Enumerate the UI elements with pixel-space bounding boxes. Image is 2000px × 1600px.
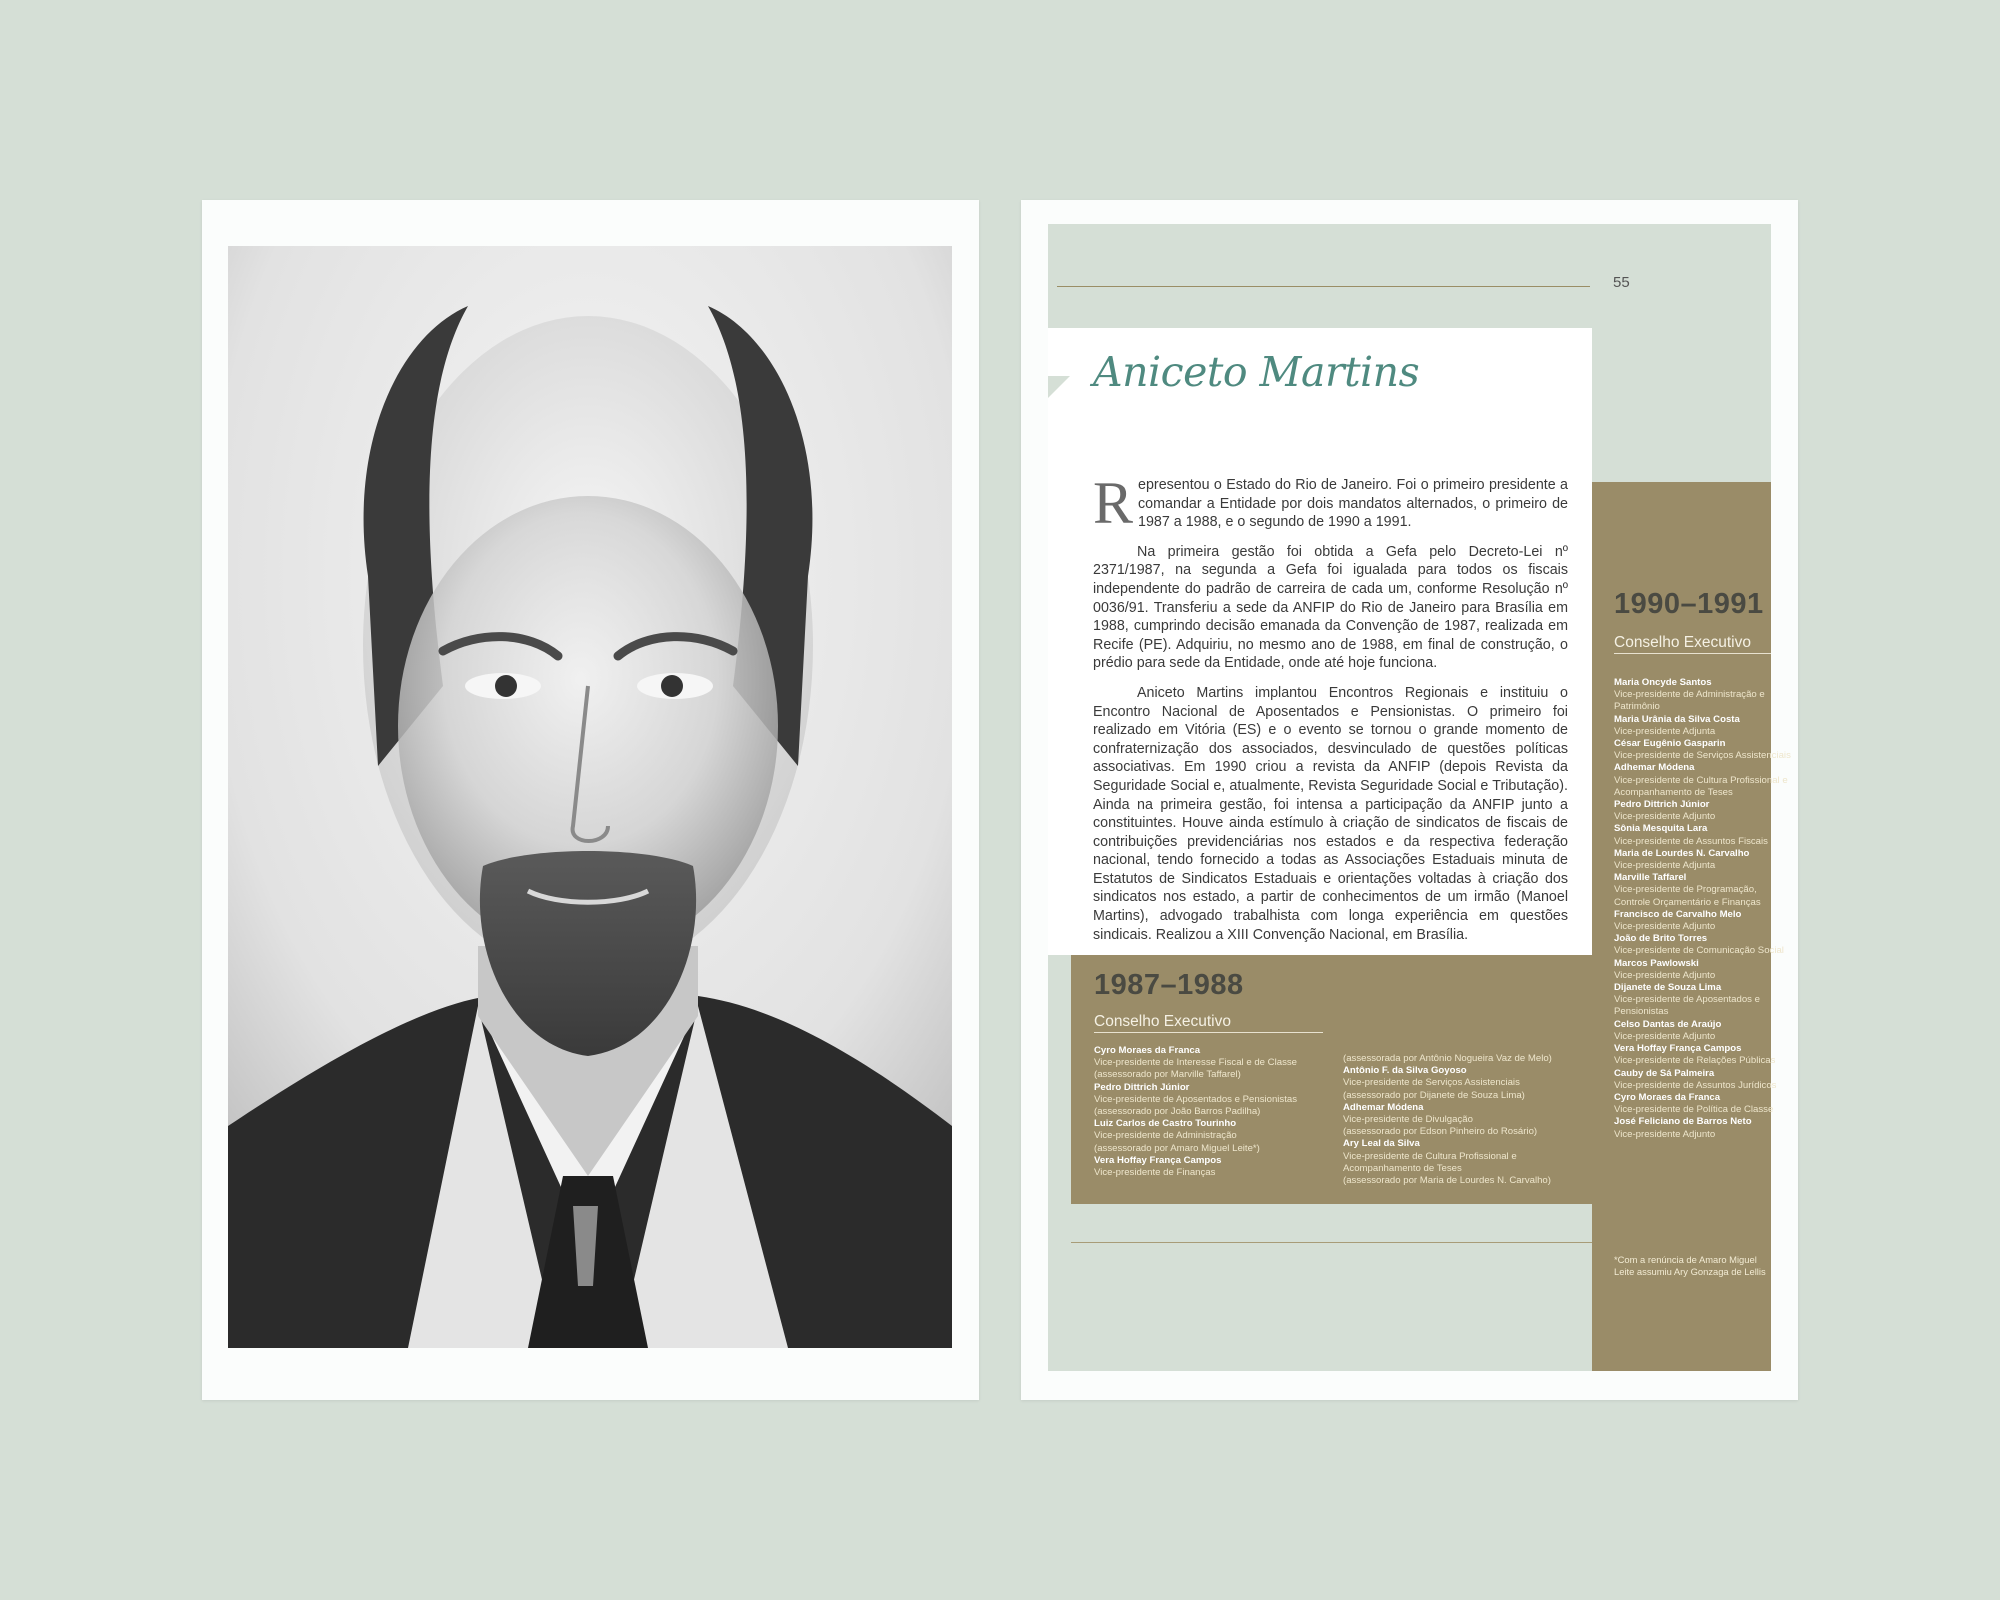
term-1987-box [1071, 955, 1592, 1204]
paragraph-1-text: epresentou o Estado do Rio de Janeiro. Foi o primeiro presidente a comandar a Entidade por dois mandatos alternados, o primeiro de 1987 a 1988, e o segundo de 1990 a 1991. [1138, 477, 1568, 531]
member-role: (assessorado por Amaro Miguel Leite*) [1094, 1142, 1260, 1154]
corner-notch-top [1048, 376, 1070, 398]
member-role: Vice-presidente de Assuntos Jurídicos [1614, 1079, 1777, 1091]
member-role: Vice-presidente de Finanças [1094, 1167, 1216, 1179]
member-name: Adhemar Módena [1343, 1101, 1424, 1113]
member-role: Vice-presidente de Administração [1094, 1130, 1237, 1142]
member-role: Vice-presidente de Cultura Profissional e [1343, 1150, 1517, 1162]
term-1990-members [1614, 677, 1791, 1141]
term-1987-members-col1 [1094, 1045, 1334, 1179]
member-role: Vice-presidente Adjunto [1614, 1128, 1716, 1140]
member-role: Pensionistas [1614, 1006, 1669, 1018]
portrait-illustration [228, 246, 952, 1348]
member-role: (assessorado por Dijanete de Souza Lima) [1343, 1089, 1525, 1101]
member-role: Acompanhamento de Teses [1343, 1162, 1462, 1174]
drop-cap: R [1093, 470, 1134, 536]
term-1987-year: 1987–1988 [1094, 969, 1244, 1001]
member-name: Marcos Pawlowski [1614, 957, 1699, 969]
member-name: César Eugênio Gasparin [1614, 738, 1726, 750]
member-role: Vice-presidente de Aposentados e [1614, 994, 1760, 1006]
article-paragraph-1 [1093, 470, 1568, 536]
page-content-panel [1048, 224, 1791, 1371]
term-1990-heading: Conselho Executivo [1614, 634, 1771, 654]
member-name: Cyro Moraes da Franca [1094, 1045, 1201, 1056]
member-name: Pedro Dittrich Júnior [1614, 799, 1710, 811]
member-role: Vice-presidente de Cultura Profissional e [1614, 774, 1788, 786]
member-role: Controle Orçamentário e Finanças [1614, 896, 1761, 908]
footnote: *Com a renúncia de Amaro Miguel Leite assumiu Ary Gonzaga de Lellis [1614, 1254, 1766, 1277]
portrait-drawing [228, 246, 952, 1348]
member-role: Vice-presidente de Serviços Assistenciais [1614, 750, 1791, 762]
member-role: Vice-presidente de Programação, [1614, 884, 1757, 896]
member-role: Vice-presidente Adjunto [1614, 1030, 1716, 1042]
article-box [1048, 328, 1592, 955]
member-role: Vice-presidente de Serviços Assistenciais [1343, 1077, 1520, 1089]
member-role: Vice-presidente de Administração e [1614, 689, 1765, 701]
member-name: Antônio F. da Silva Goyoso [1343, 1065, 1467, 1077]
member-name: Cauby de Sá Palmeira [1614, 1067, 1715, 1079]
member-name: Cyro Moraes da Franca [1614, 1091, 1721, 1103]
term-1987-heading: Conselho Executivo [1094, 1013, 1323, 1033]
member-role: Vice-presidente de Comunicação Social [1614, 945, 1784, 957]
article-paragraph-3: Aniceto Martins implantou Encontros Regionais e instituiu o Encontro Nacional de Aposentados e Pensionistas. O primeiro foi realizado em Vitória (ES) e o evento se tornou o grande momento de confraternização dos associados, desvinculado de questões políticas associativas. Em 1990 criou a revista da ANFIP (depois Revista da Seguridade Social e, atualmente, Revista Seguridade Social e Tributação). Ainda na primeira gestão, foi intensa a participação da ANFIP junto a constituintes. Houve ainda estímulo à criação de sindicatos de fiscais de contribuições previdenciárias nos estados e da respectiva federação nacional, tendo fornecido a todas as Associações Estaduais minuta de Estatutos de Sindicatos Estaduais e orientações voltadas à criação dos sindicatos nos estado, a partir de conhecimentos de um irmão (Manoel Martins), advogado trabalhista com longa experiência em questões sindicais. Realizou a XIII Convenção Nacional, em Brasília. [1093, 684, 1568, 943]
member-name: Vera Hoffay França Campos [1094, 1154, 1222, 1166]
member-role: Vice-presidente de Relações Públicas [1614, 1055, 1776, 1067]
member-role: Vice-presidente Adjunta [1614, 860, 1716, 872]
page-number: 55 [1613, 274, 1630, 291]
article-paragraph-2: Na primeira gestão foi obtida a Gefa pelo Decreto-Lei nº 2371/1987, na segunda a Gefa foi igualada para todos os fiscais independente do padrão de carreira de cada um, conforme Resolução nº 0036/91. Transferiu a sede da ANFIP do Rio de Janeiro para Brasília em 1988, cumprindo decisão emanada da Convenção de 1987, realizada em Recife (PE). Adquiriu, no mesmo ano de 1988, em final de construção, o prédio para sede da Entidade, onde até hoje funciona. [1093, 543, 1568, 672]
member-role: Vice-presidente Adjunto [1614, 811, 1716, 823]
member-name: Maria Oncyde Santos [1614, 677, 1712, 688]
member-role: (assessorada por Antônio Nogueira Vaz de Melo) [1343, 1053, 1552, 1064]
member-role: Vice-presidente de Assuntos Fiscais [1614, 835, 1768, 847]
member-role: (assessorado por Maria de Lourdes N. Carvalho) [1343, 1175, 1551, 1187]
member-name: Maria Urânia da Silva Costa [1614, 713, 1740, 725]
article-body [1093, 470, 1568, 955]
member-name: José Feliciano de Barros Neto [1614, 1116, 1752, 1128]
member-name: Sônia Mesquita Lara [1614, 823, 1708, 835]
member-role: Vice-presidente Adjunto [1614, 921, 1716, 933]
footer-rule [1071, 1242, 1592, 1243]
member-role: (assessorado por Marville Taffarel) [1094, 1069, 1241, 1081]
member-name: Maria de Lourdes N. Carvalho [1614, 847, 1750, 859]
member-name: Dijanete de Souza Lima [1614, 982, 1722, 994]
header-rule [1057, 286, 1590, 287]
member-name: Marville Taffarel [1614, 872, 1687, 884]
person-name-title: Aniceto Martins [1093, 348, 1420, 396]
member-name: Vera Hoffay França Campos [1614, 1043, 1742, 1055]
right-page [1021, 200, 1798, 1400]
term-1987-members-col2 [1343, 1053, 1583, 1187]
member-role: Vice-presidente Adjunto [1614, 969, 1716, 981]
member-name: Luiz Carlos de Castro Tourinho [1094, 1118, 1237, 1130]
member-role: Vice-presidente de Interesse Fiscal e de Classe [1094, 1057, 1297, 1069]
member-role: Vice-presidente de Política de Classe [1614, 1104, 1774, 1116]
member-role: Patrimônio [1614, 701, 1660, 713]
term-1990-year: 1990–1991 [1614, 588, 1764, 620]
member-role: (assessorado por Edson Pinheiro do Rosário) [1343, 1126, 1538, 1138]
member-name: Francisco de Carvalho Melo [1614, 908, 1742, 920]
member-name: João de Brito Torres [1614, 933, 1708, 945]
member-name: Adhemar Módena [1614, 762, 1695, 774]
member-name: Celso Dantas de Araújo [1614, 1018, 1722, 1030]
term-1990-column [1592, 482, 1791, 1371]
member-role: Vice-presidente Adjunta [1614, 725, 1716, 737]
member-name: Ary Leal da Silva [1343, 1138, 1420, 1150]
member-role: Vice-presidente de Divulgação [1343, 1114, 1473, 1126]
left-page [202, 200, 979, 1400]
member-name: Pedro Dittrich Júnior [1094, 1081, 1190, 1093]
member-role: Vice-presidente de Aposentados e Pensionistas [1094, 1093, 1298, 1105]
member-role: (assessorado por João Barros Padilha) [1094, 1106, 1261, 1118]
member-role: Acompanhamento de Teses [1614, 786, 1733, 798]
